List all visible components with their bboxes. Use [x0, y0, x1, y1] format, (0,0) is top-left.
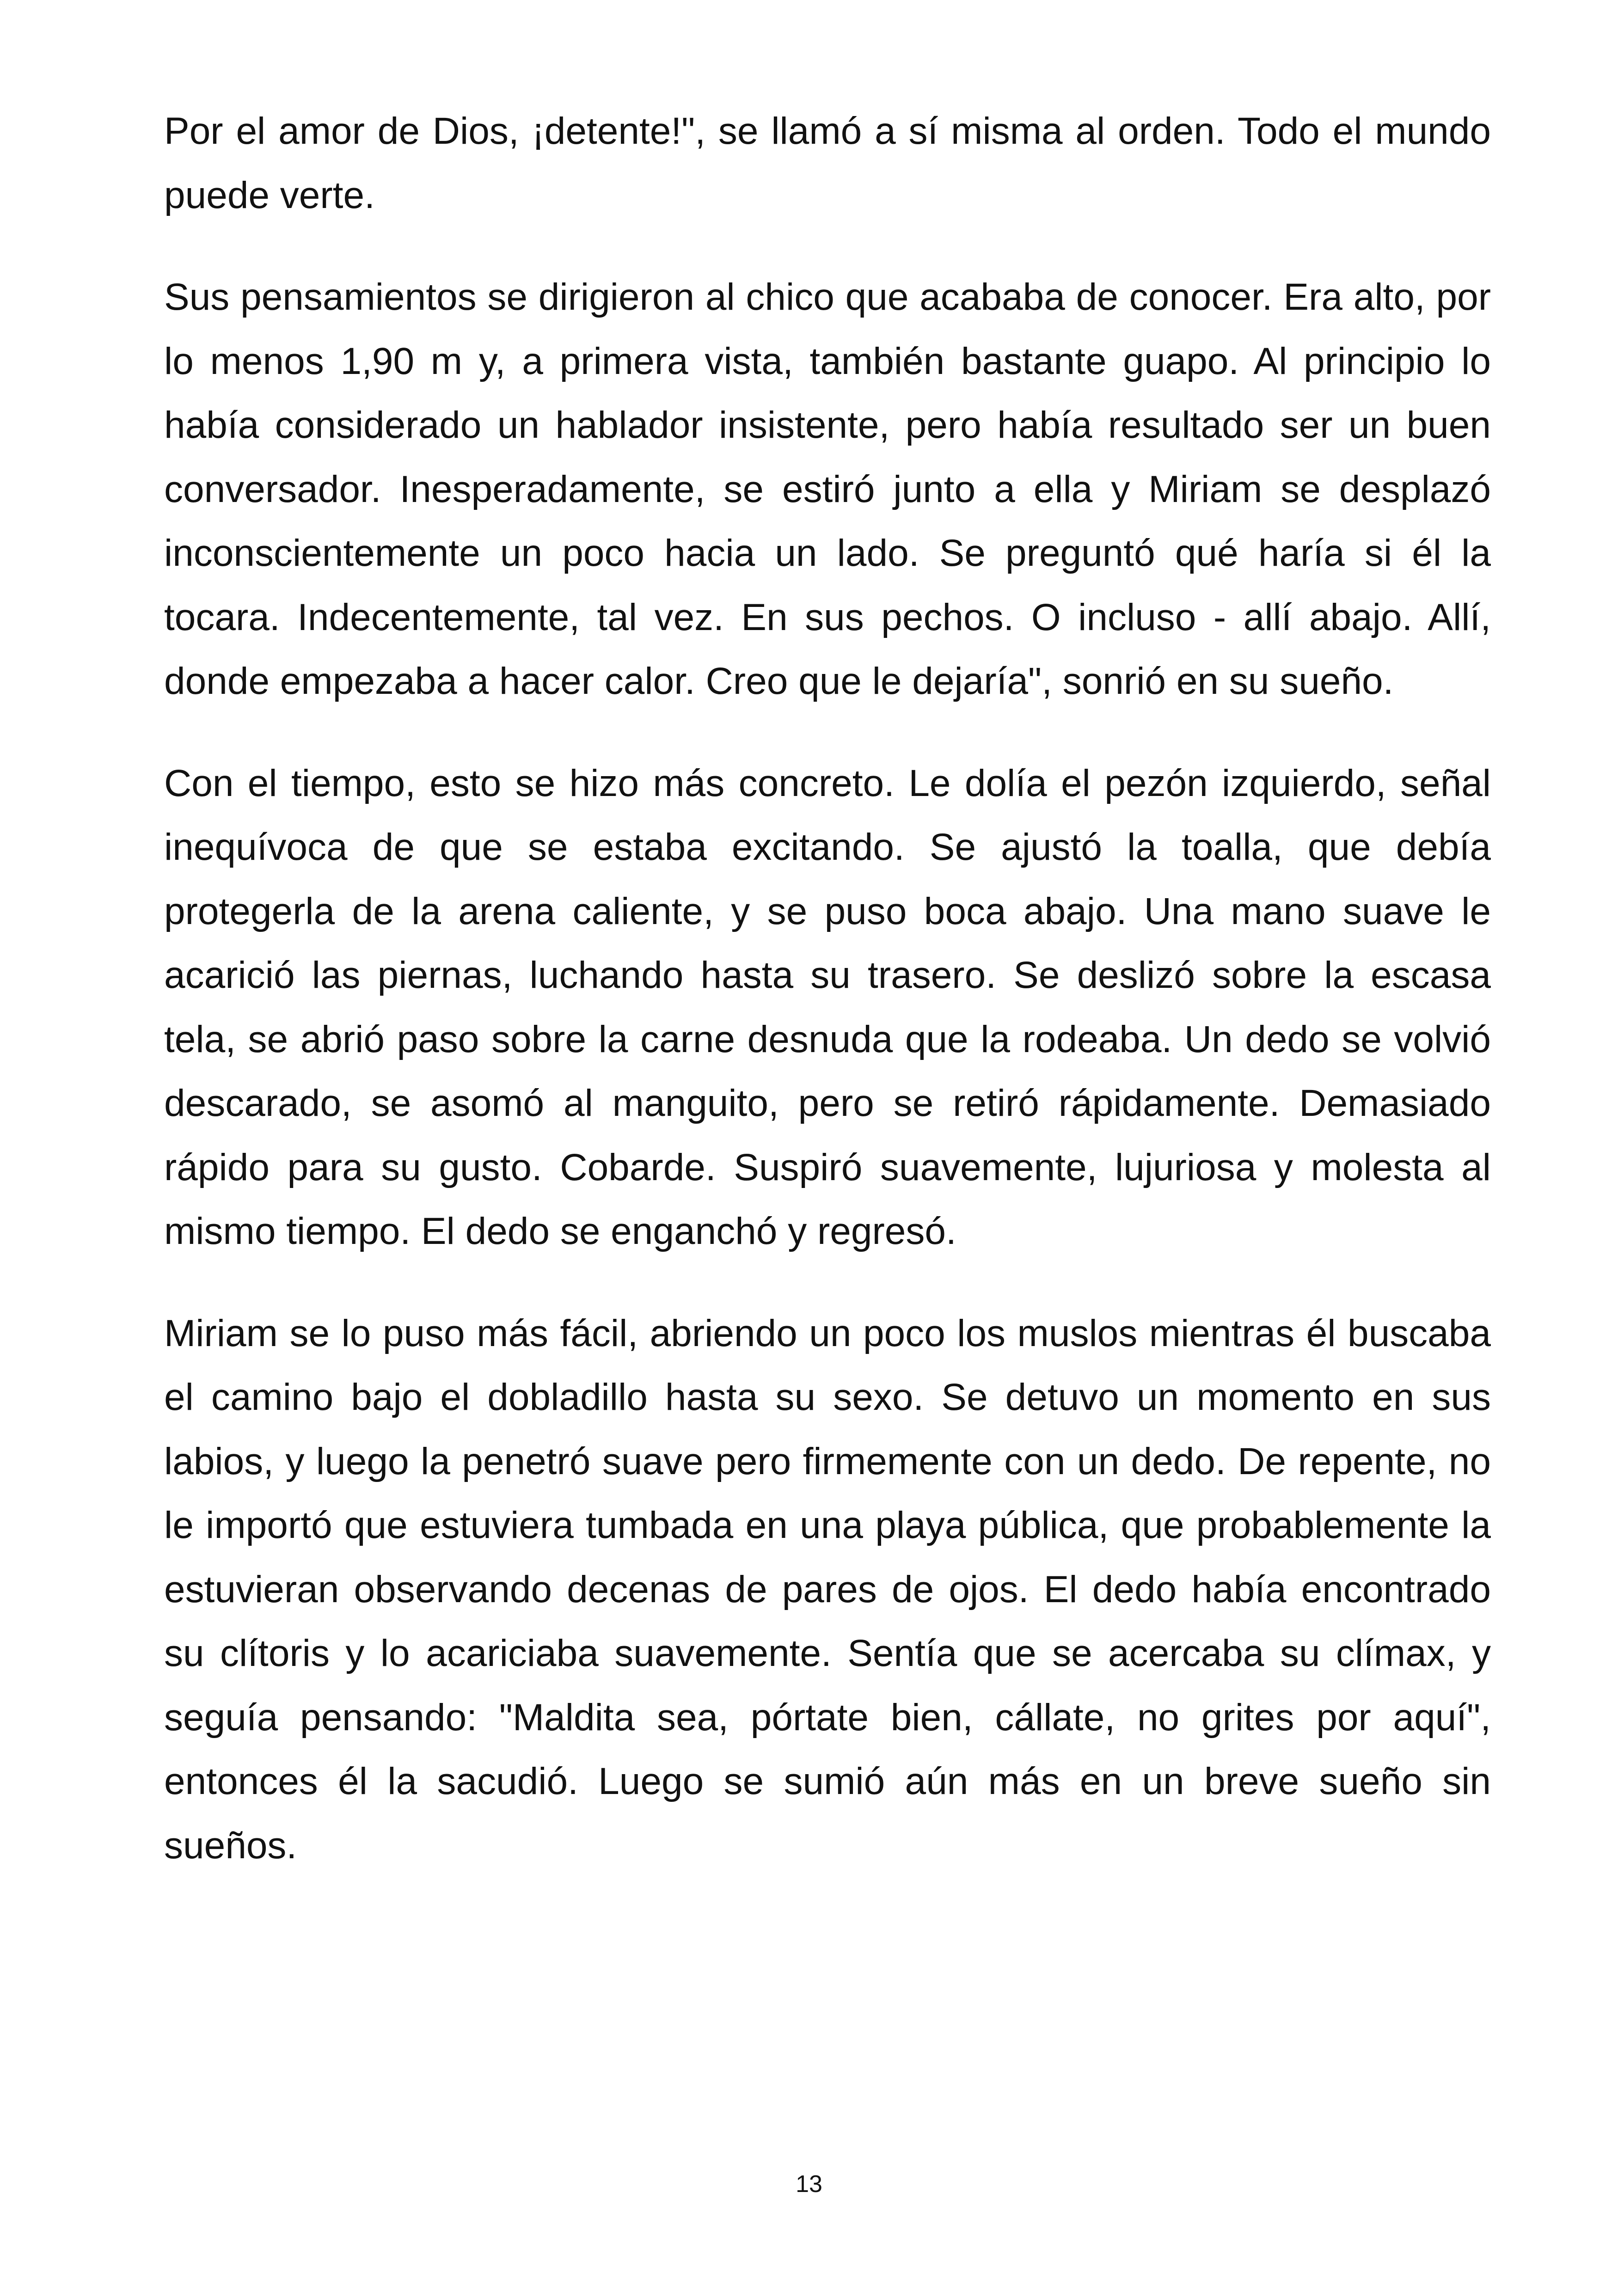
body-text: [164, 99, 1491, 1878]
paragraph-3: Con el tiempo, esto se hizo más concreto. Le dolía el pezón izquierdo, señal inequívoca de que se estaba excitando. Se ajustó la toalla, que debía protegerla de la arena caliente, y se puso boca abajo. Una mano suave le acarició las piernas, luchando hasta su trasero. Se deslizó sobre la escasa tela, se abrió paso sobre la carne desnuda que la rodeaba. Un dedo se volvió descarado, se asomó al manguito, pero se retiró rápidamente. Demasiado rápido para su gusto. Cobarde. Suspiró suavemente, lujuriosa y molesta al mismo tiempo. El dedo se enganchó y regresó.: [164, 762, 1491, 1252]
paragraph-2: Sus pensamientos se dirigieron al chico que acababa de conocer. Era alto, por lo menos 1,90 m y, a primera vista, también bastante guapo. Al principio lo había considerado un hablador insistente, pero había resultado ser un buen conversador. Inesperadamente, se estiró junto a ella y Miriam se desplazó inconscientemente un poco hacia un lado. Se preguntó qué haría si él la tocara. Indecentemente, tal vez. En sus pechos. O incluso - allí abajo. Allí, donde empezaba a hacer calor. Creo que le dejaría", sonrió en su sueño.: [164, 276, 1491, 702]
page-number: 13: [796, 2171, 822, 2198]
paragraph-1: Por el amor de Dios, ¡detente!", se llamó a sí misma al orden. Todo el mundo puede verte.: [164, 110, 1491, 216]
paragraph-4: Miriam se lo puso más fácil, abriendo un poco los muslos mientras él buscaba el camino bajo el dobladillo hasta su sexo. Se detuvo un momento en sus labios, y luego la penetró suave pero firmemente con un dedo. De repente, no le importó que estuviera tumbada en una playa pública, que probablemente la estuvieran observando decenas de pares de ojos. El dedo había encontrado su clítoris y lo acariciaba suavemente. Sentía que se acercaba su clímax, y seguía pensando: "Maldita sea, pórtate bien, cállate, no grites por aquí", entonces él la sacudió. Luego se sumió aún más en un breve sueño sin sueños.: [164, 1312, 1491, 1867]
